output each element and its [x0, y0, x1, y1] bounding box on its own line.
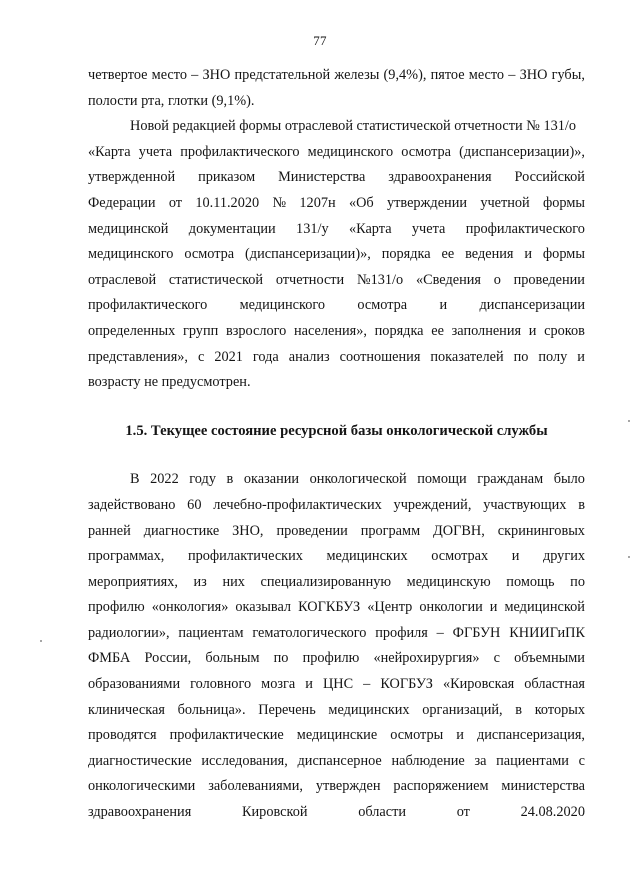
text-line: отраслевой статистической отчетности №131/о «Сведения о проведении: [88, 271, 585, 288]
text-line: представления», с 2021 года анализ соотношения показателей по полу и: [88, 348, 585, 365]
text-line: полости рта, глотки (9,1%).: [88, 92, 255, 109]
text-line: «Карта учета профилактического медицинского осмотра (диспансеризации)»,: [88, 143, 585, 160]
scan-speck: [628, 556, 630, 558]
text-line: четвертое место – ЗНО предстательной железы (9,4%), пятое место – ЗНО губы,: [88, 67, 585, 83]
text-line: профилактического медицинского осмотра и диспансеризации: [88, 297, 585, 314]
text-line: образованиями головного мозга и ЦНС – КОГБУЗ «Кировская областная: [88, 676, 585, 693]
text-line: медицинской документации 131/у «Карта учета профилактического: [88, 220, 585, 237]
text-line: определенных групп взрослого населения», порядка ее заполнения и сроков: [88, 322, 585, 339]
text-line: ФМБА России, больным по профилю «нейрохирургия» с объемными: [88, 650, 585, 667]
spacer: [88, 444, 585, 467]
text-line: утвержденной приказом Министерства здравоохранения Российской: [88, 169, 585, 186]
text-line: здравоохранения Кировской области от 24.08.2020: [88, 804, 585, 821]
text-line: медицинского осмотра (диспансеризации)», порядка ее ведения и формы: [88, 246, 585, 263]
text-line: Федерации от 10.11.2020 № 1207н «Об утверждении учетной формы: [88, 194, 585, 211]
text-line: мероприятиях, из них специализированную медицинскую помощь по: [88, 573, 585, 590]
text-line: онкологическими заболеваниями, утвержден распоряжением министерства: [88, 778, 585, 795]
section-heading: 1.5. Текущее состояние ресурсной базы онкологической службы: [125, 422, 548, 439]
page-number: 77: [313, 33, 327, 48]
text-line: задействовано 60 лечебно-профилактических учреждений, участвующих в: [88, 496, 585, 513]
paragraph-report-form: [88, 114, 585, 396]
text-line: проводятся профилактические медицинские осмотры и диспансеризация,: [88, 727, 585, 744]
paragraph-last-line: возрасту не предусмотрен.: [88, 374, 251, 391]
scan-speck: [628, 420, 630, 422]
text-column: [88, 63, 585, 826]
text-line: ранней диагностике ЗНО, проведении программ ДОГВН, скрининговых: [88, 522, 585, 539]
text-line: профилю «онкология» оказывал КОГКБУЗ «Центр онкологии и медицинской: [88, 599, 585, 616]
continued-paragraph: [88, 63, 585, 114]
text-line: радиологии», пациентам гематологического профиля – ФГБУН КНИИГиПК: [88, 624, 585, 641]
text-line: диагностические исследования, диспансерное наблюдение за пациентами с: [88, 752, 585, 769]
paragraph-first-line: Новой редакцией формы отраслевой статистической отчетности № 131/о: [130, 118, 577, 135]
paragraph-resource-base: [88, 467, 585, 825]
scan-speck: [40, 640, 42, 642]
text-line: клиническая больница». Перечень медицинских организаций, в которых: [88, 701, 585, 718]
spacer: [88, 396, 585, 419]
paragraph-first-line: В 2022 году в оказании онкологической помощи гражданам было: [130, 471, 585, 488]
text-line: программах, профилактических медицинских осмотрах и других: [88, 548, 585, 565]
